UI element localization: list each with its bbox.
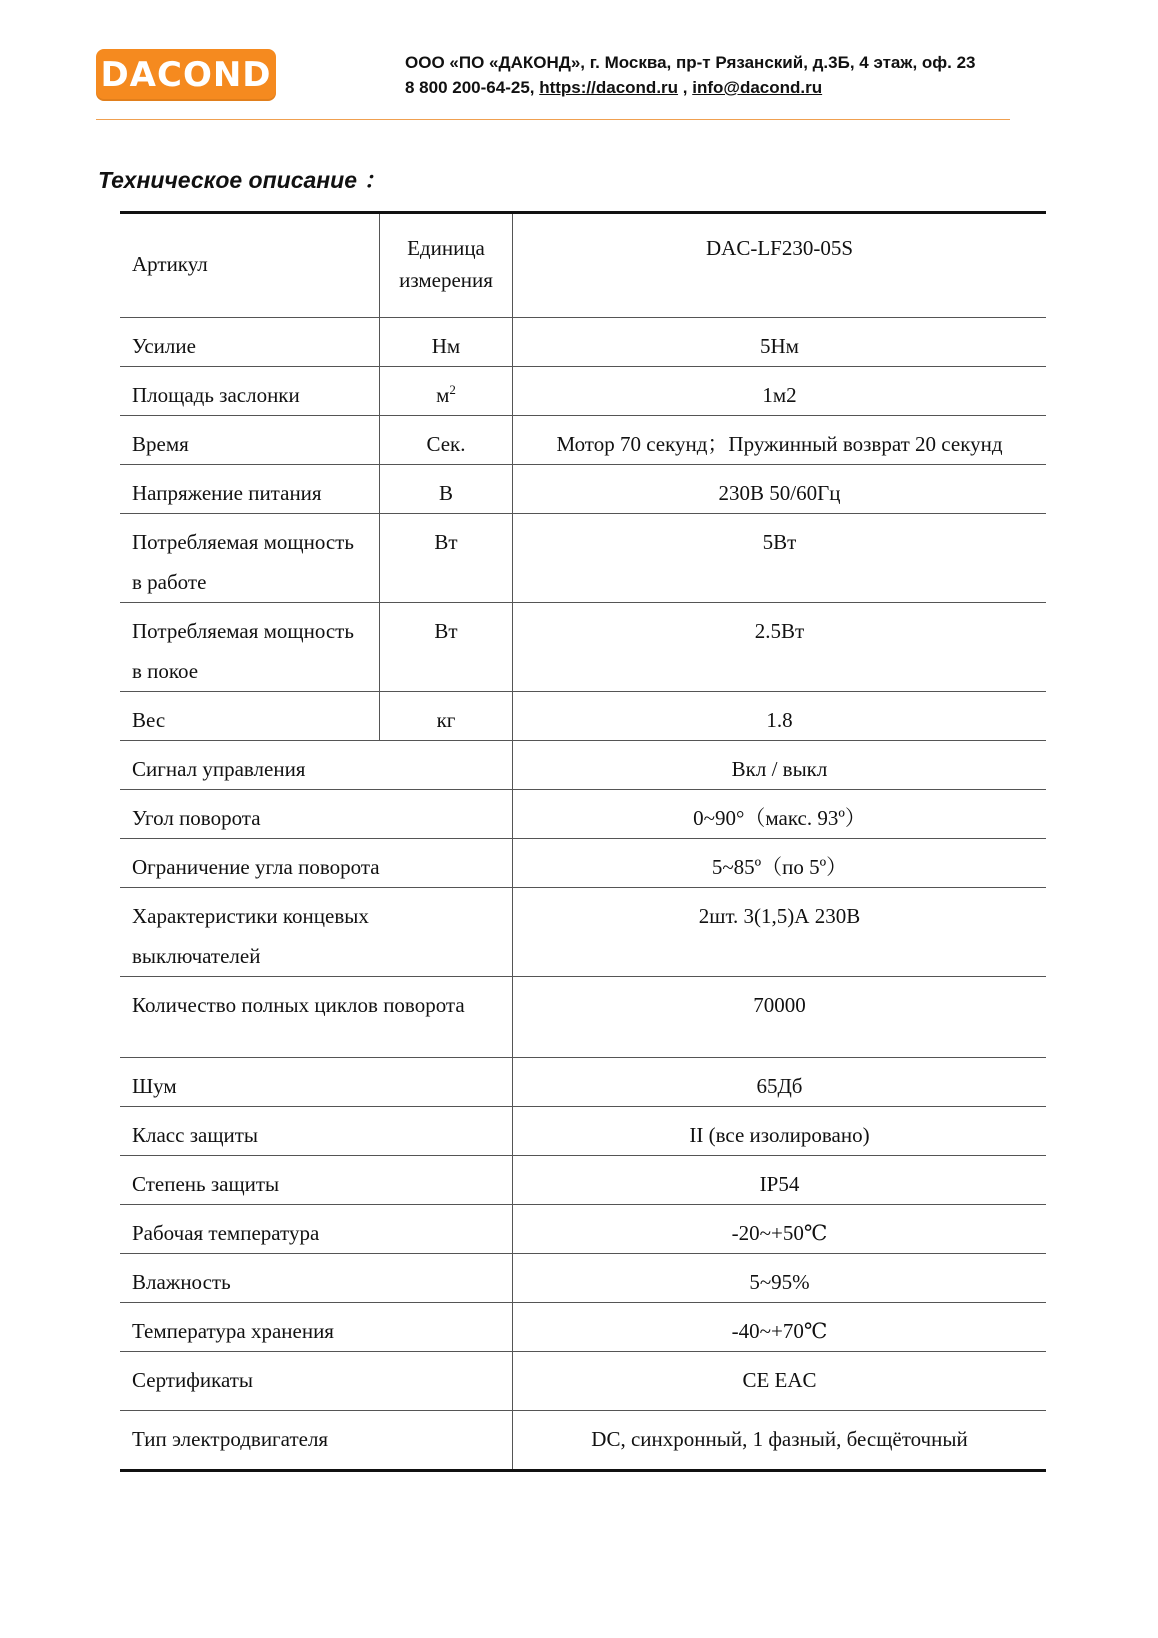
table-row [120,888,1046,977]
table-row [120,514,1046,603]
company-contacts [405,75,976,100]
table-row [120,1058,1046,1107]
param-unit-text: В [438,481,453,505]
table-row [120,367,1046,416]
website-link[interactable]: https://dacond.ru [539,78,679,97]
param-value: -40~+70℃ [513,1303,1047,1352]
company-phone: 8 800 200-64-25, [405,78,540,97]
param-value: DC, синхронный, 1 фазный, бесщёточный [513,1411,1047,1471]
header-unit-line1: Единица [407,236,485,260]
param-unit [380,514,513,603]
table-row [120,977,1046,1058]
dacond-logo: DACOND [96,49,276,101]
param-value: Мотор 70 секунд；Пружинный возврат 20 секунд [513,416,1047,465]
company-info [405,50,976,100]
param-name: Сигнал управления [132,757,306,781]
param-name: Время [132,432,189,456]
param-value: CE EAC [513,1352,1047,1411]
param-name: Рабочая температура [132,1221,320,1245]
param-unit-text: Вт [434,619,458,643]
param-value: 1м2 [513,367,1047,416]
header-model: DAC-LF230-05S [513,213,1047,318]
param-name: Температура хранения [132,1319,334,1343]
param-value: 5~95% [513,1254,1047,1303]
param-unit-text: Нм [431,334,461,358]
param-name: Площадь заслонки [132,383,300,407]
param-unit [380,318,513,367]
param-name: Напряжение питания [132,481,322,505]
param-unit [380,416,513,465]
param-value: 230В 50/60Гц [513,465,1047,514]
param-name: Потребляемая мощность в работе [132,530,354,594]
table-row [120,1205,1046,1254]
param-name: Сертификаты [132,1368,254,1392]
param-name: Усилие [132,334,196,358]
param-name: Степень защиты [132,1172,280,1196]
param-unit-superscript: 2 [449,382,456,397]
table-row [120,1303,1046,1352]
param-value: 5Вт [513,514,1047,603]
param-value: 2шт. 3(1,5)А 230В [513,888,1047,977]
param-value: 0~90°（макс. 93º） [513,790,1047,839]
header-article: Артикул [132,252,208,276]
param-unit [380,367,513,416]
param-name: Характеристики концевых выключателей [132,904,369,968]
email-link[interactable]: info@dacond.ru [692,78,823,97]
param-name: Тип электродвигателя [132,1427,329,1451]
company-address: ООО «ПО «ДАКОНД», г. Москва, пр-т Рязанский, д.3Б, 4 этаж, оф. 23 [405,53,976,72]
table-header-row [120,213,1046,318]
param-value: 5Нм [513,318,1047,367]
table-row [120,790,1046,839]
param-unit [380,465,513,514]
param-name: Класс защиты [132,1123,259,1147]
param-unit-text: м [436,383,450,407]
param-unit-text: Сек. [426,432,466,456]
header-divider [96,119,1010,120]
param-unit-text: кг [436,708,456,732]
param-value: 65Дб [513,1058,1047,1107]
table-row [120,1352,1046,1411]
section-title: Техническое описание ： [98,167,387,193]
contact-separator: , [678,78,693,97]
param-value: -20~+50℃ [513,1205,1047,1254]
table-row [120,1411,1046,1471]
table-row [120,603,1046,692]
table-row [120,318,1046,367]
header-unit [380,213,513,318]
param-value: 5~85º（по 5º） [513,839,1047,888]
param-value: IP54 [513,1156,1047,1205]
param-unit [380,603,513,692]
param-unit [380,692,513,741]
param-name: Ограничение угла поворота [132,855,380,879]
param-value: II (все изолировано) [513,1107,1047,1156]
table-row [120,692,1046,741]
param-name: Угол поворота [132,806,261,830]
spec-table [120,211,1046,1472]
table-row [120,1254,1046,1303]
table-row [120,1156,1046,1205]
param-unit-text: Вт [434,530,458,554]
header-unit-line2: измерения [399,268,493,292]
param-value: 70000 [513,977,1047,1058]
param-name: Потребляемая мощность в покое [132,619,354,683]
table-row [120,741,1046,790]
param-name: Влажность [132,1270,231,1294]
param-name: Шум [132,1074,177,1098]
table-row [120,1107,1046,1156]
table-row [120,465,1046,514]
param-value: 2.5Вт [513,603,1047,692]
param-value: Вкл / выкл [513,741,1047,790]
param-name: Количество полных циклов поворота [132,993,465,1017]
param-name: Вес [132,708,166,732]
table-row [120,839,1046,888]
table-row [120,416,1046,465]
param-value: 1.8 [513,692,1047,741]
